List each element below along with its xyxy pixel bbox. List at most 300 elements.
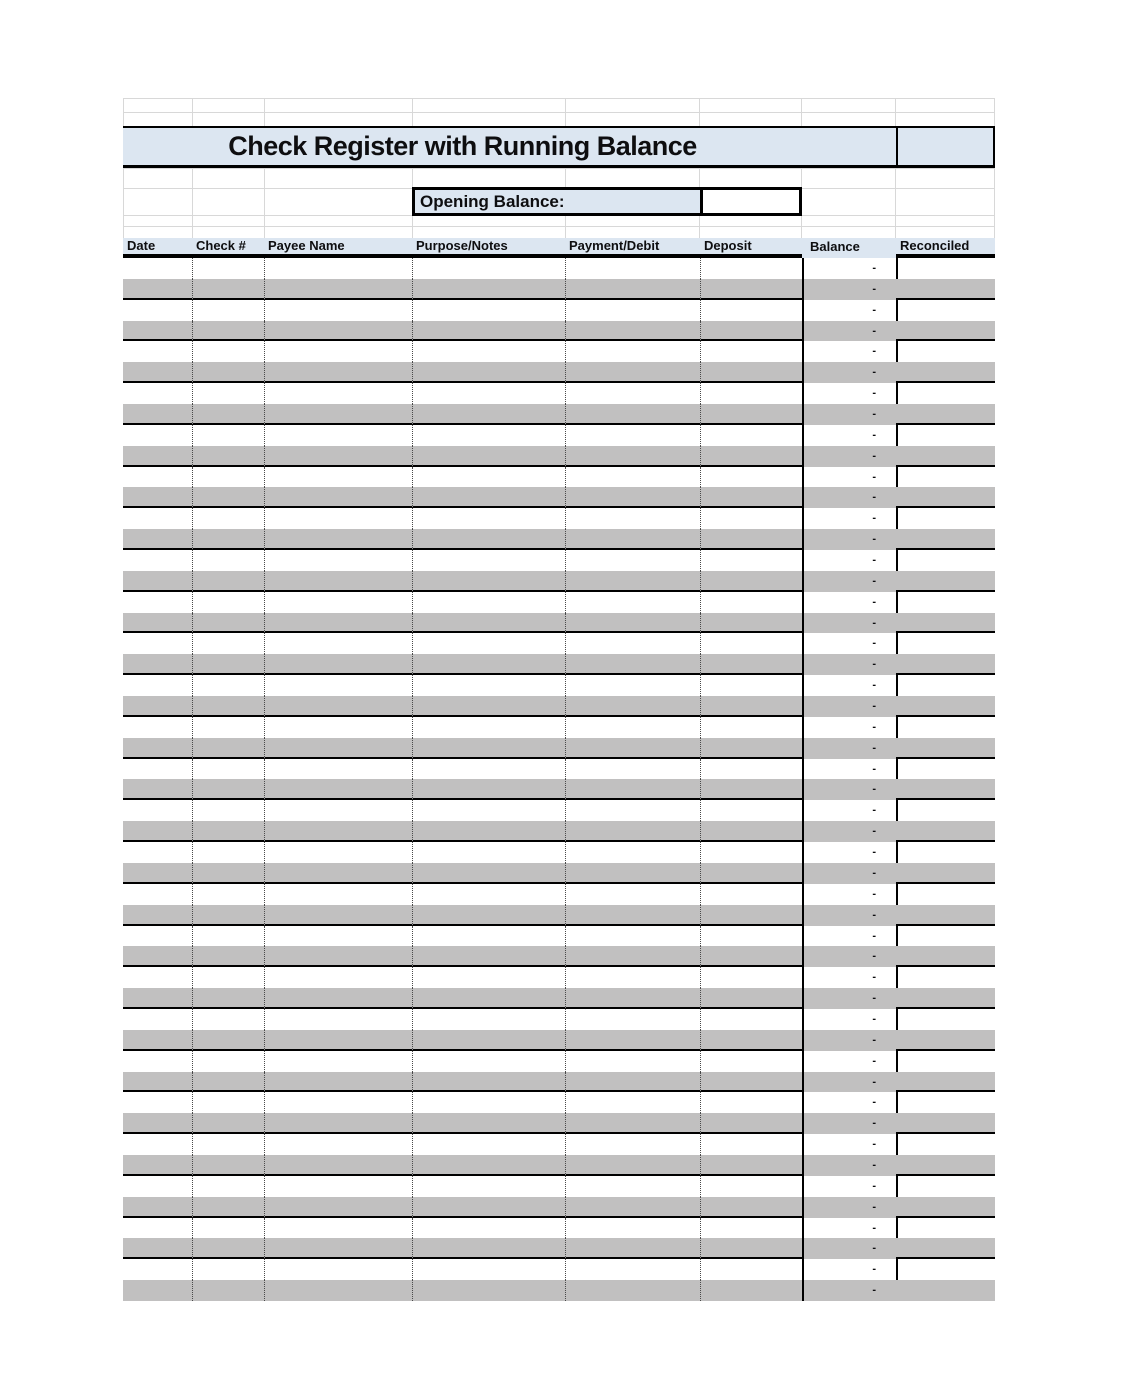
cell-date[interactable]: [123, 446, 192, 467]
cell-payee[interactable]: [264, 467, 412, 488]
cell-payee[interactable]: [264, 884, 412, 905]
cell-payment[interactable]: [565, 1280, 700, 1301]
cell-date[interactable]: [123, 863, 192, 884]
cell-reconciled[interactable]: [896, 926, 995, 947]
cell-check[interactable]: [192, 425, 264, 446]
cell-purpose[interactable]: [412, 487, 565, 508]
cell-payment[interactable]: [565, 988, 700, 1009]
cell-purpose[interactable]: [412, 362, 565, 383]
cell-deposit[interactable]: [700, 1072, 802, 1093]
cell-deposit[interactable]: [700, 1051, 802, 1072]
cell-purpose[interactable]: [412, 759, 565, 780]
cell-date[interactable]: [123, 508, 192, 529]
cell-reconciled[interactable]: [896, 717, 995, 738]
cell-purpose[interactable]: [412, 717, 565, 738]
cell-deposit[interactable]: [700, 341, 802, 362]
cell-reconciled[interactable]: [896, 1280, 995, 1301]
cell-purpose[interactable]: [412, 633, 565, 654]
cell-purpose[interactable]: [412, 550, 565, 571]
cell-payee[interactable]: [264, 1113, 412, 1134]
cell-date[interactable]: [123, 1259, 192, 1280]
cell-payee[interactable]: [264, 550, 412, 571]
cell-payee[interactable]: [264, 1280, 412, 1301]
cell-payee[interactable]: [264, 842, 412, 863]
cell-date[interactable]: [123, 800, 192, 821]
cell-date[interactable]: [123, 1134, 192, 1155]
cell-reconciled[interactable]: [896, 279, 995, 300]
cell-date[interactable]: [123, 1030, 192, 1051]
cell-deposit[interactable]: [700, 1134, 802, 1155]
cell-check[interactable]: [192, 905, 264, 926]
cell-payee[interactable]: [264, 946, 412, 967]
cell-check[interactable]: [192, 633, 264, 654]
cell-check[interactable]: [192, 988, 264, 1009]
cell-date[interactable]: [123, 404, 192, 425]
cell-payee[interactable]: [264, 926, 412, 947]
cell-reconciled[interactable]: [896, 1218, 995, 1239]
cell-purpose[interactable]: [412, 425, 565, 446]
cell-date[interactable]: [123, 383, 192, 404]
cell-reconciled[interactable]: [896, 613, 995, 634]
cell-purpose[interactable]: [412, 779, 565, 800]
cell-payee[interactable]: [264, 1197, 412, 1218]
cell-reconciled[interactable]: [896, 1030, 995, 1051]
cell-payment[interactable]: [565, 1176, 700, 1197]
cell-payee[interactable]: [264, 321, 412, 342]
cell-deposit[interactable]: [700, 383, 802, 404]
cell-check[interactable]: [192, 487, 264, 508]
cell-check[interactable]: [192, 842, 264, 863]
cell-check[interactable]: [192, 550, 264, 571]
cell-reconciled[interactable]: [896, 696, 995, 717]
cell-payment[interactable]: [565, 1218, 700, 1239]
cell-check[interactable]: [192, 1051, 264, 1072]
cell-check[interactable]: [192, 759, 264, 780]
cell-deposit[interactable]: [700, 946, 802, 967]
cell-reconciled[interactable]: [896, 321, 995, 342]
cell-purpose[interactable]: [412, 696, 565, 717]
cell-check[interactable]: [192, 341, 264, 362]
cell-check[interactable]: [192, 529, 264, 550]
cell-reconciled[interactable]: [896, 571, 995, 592]
cell-check[interactable]: [192, 967, 264, 988]
cell-date[interactable]: [123, 905, 192, 926]
cell-deposit[interactable]: [700, 884, 802, 905]
cell-purpose[interactable]: [412, 863, 565, 884]
cell-reconciled[interactable]: [896, 508, 995, 529]
cell-reconciled[interactable]: [896, 1238, 995, 1259]
cell-deposit[interactable]: [700, 258, 802, 279]
cell-payment[interactable]: [565, 1155, 700, 1176]
cell-payment[interactable]: [565, 779, 700, 800]
cell-check[interactable]: [192, 779, 264, 800]
cell-reconciled[interactable]: [896, 425, 995, 446]
cell-deposit[interactable]: [700, 362, 802, 383]
cell-check[interactable]: [192, 613, 264, 634]
cell-date[interactable]: [123, 696, 192, 717]
cell-purpose[interactable]: [412, 467, 565, 488]
cell-purpose[interactable]: [412, 1197, 565, 1218]
cell-reconciled[interactable]: [896, 738, 995, 759]
cell-payment[interactable]: [565, 884, 700, 905]
cell-date[interactable]: [123, 467, 192, 488]
cell-payee[interactable]: [264, 800, 412, 821]
cell-purpose[interactable]: [412, 1218, 565, 1239]
cell-reconciled[interactable]: [896, 905, 995, 926]
cell-reconciled[interactable]: [896, 1113, 995, 1134]
cell-payee[interactable]: [264, 362, 412, 383]
cell-payee[interactable]: [264, 821, 412, 842]
cell-check[interactable]: [192, 821, 264, 842]
cell-payment[interactable]: [565, 633, 700, 654]
cell-purpose[interactable]: [412, 967, 565, 988]
cell-deposit[interactable]: [700, 1280, 802, 1301]
cell-date[interactable]: [123, 1072, 192, 1093]
cell-payee[interactable]: [264, 1176, 412, 1197]
cell-payment[interactable]: [565, 1134, 700, 1155]
cell-payment[interactable]: [565, 1238, 700, 1259]
cell-check[interactable]: [192, 1155, 264, 1176]
cell-date[interactable]: [123, 967, 192, 988]
cell-purpose[interactable]: [412, 300, 565, 321]
cell-purpose[interactable]: [412, 1134, 565, 1155]
cell-deposit[interactable]: [700, 279, 802, 300]
cell-payee[interactable]: [264, 675, 412, 696]
cell-purpose[interactable]: [412, 383, 565, 404]
cell-payment[interactable]: [565, 675, 700, 696]
cell-date[interactable]: [123, 362, 192, 383]
cell-date[interactable]: [123, 738, 192, 759]
cell-check[interactable]: [192, 717, 264, 738]
cell-deposit[interactable]: [700, 967, 802, 988]
cell-date[interactable]: [123, 1009, 192, 1030]
cell-payment[interactable]: [565, 508, 700, 529]
cell-reconciled[interactable]: [896, 863, 995, 884]
cell-reconciled[interactable]: [896, 300, 995, 321]
cell-payment[interactable]: [565, 842, 700, 863]
cell-deposit[interactable]: [700, 863, 802, 884]
cell-check[interactable]: [192, 1176, 264, 1197]
cell-deposit[interactable]: [700, 300, 802, 321]
cell-payee[interactable]: [264, 1009, 412, 1030]
cell-check[interactable]: [192, 696, 264, 717]
cell-payee[interactable]: [264, 654, 412, 675]
cell-reconciled[interactable]: [896, 633, 995, 654]
cell-date[interactable]: [123, 821, 192, 842]
cell-purpose[interactable]: [412, 842, 565, 863]
cell-date[interactable]: [123, 550, 192, 571]
cell-payee[interactable]: [264, 383, 412, 404]
cell-date[interactable]: [123, 884, 192, 905]
cell-deposit[interactable]: [700, 1259, 802, 1280]
cell-payee[interactable]: [264, 738, 412, 759]
cell-payment[interactable]: [565, 1259, 700, 1280]
cell-payee[interactable]: [264, 300, 412, 321]
cell-check[interactable]: [192, 884, 264, 905]
cell-check[interactable]: [192, 1238, 264, 1259]
cell-purpose[interactable]: [412, 988, 565, 1009]
cell-deposit[interactable]: [700, 508, 802, 529]
cell-purpose[interactable]: [412, 1113, 565, 1134]
cell-payment[interactable]: [565, 946, 700, 967]
cell-check[interactable]: [192, 258, 264, 279]
cell-check[interactable]: [192, 863, 264, 884]
cell-deposit[interactable]: [700, 717, 802, 738]
cell-deposit[interactable]: [700, 654, 802, 675]
cell-reconciled[interactable]: [896, 404, 995, 425]
cell-payment[interactable]: [565, 487, 700, 508]
cell-purpose[interactable]: [412, 926, 565, 947]
cell-purpose[interactable]: [412, 654, 565, 675]
cell-purpose[interactable]: [412, 1030, 565, 1051]
cell-deposit[interactable]: [700, 1176, 802, 1197]
cell-payment[interactable]: [565, 821, 700, 842]
cell-date[interactable]: [123, 759, 192, 780]
opening-balance-input[interactable]: [700, 190, 799, 213]
cell-check[interactable]: [192, 300, 264, 321]
cell-reconciled[interactable]: [896, 1259, 995, 1280]
cell-reconciled[interactable]: [896, 946, 995, 967]
cell-deposit[interactable]: [700, 571, 802, 592]
cell-date[interactable]: [123, 571, 192, 592]
cell-payee[interactable]: [264, 258, 412, 279]
cell-payee[interactable]: [264, 341, 412, 362]
cell-deposit[interactable]: [700, 633, 802, 654]
cell-reconciled[interactable]: [896, 988, 995, 1009]
cell-payment[interactable]: [565, 926, 700, 947]
cell-payment[interactable]: [565, 717, 700, 738]
cell-deposit[interactable]: [700, 1113, 802, 1134]
cell-deposit[interactable]: [700, 467, 802, 488]
cell-payment[interactable]: [565, 905, 700, 926]
cell-reconciled[interactable]: [896, 383, 995, 404]
cell-deposit[interactable]: [700, 550, 802, 571]
cell-purpose[interactable]: [412, 529, 565, 550]
cell-check[interactable]: [192, 800, 264, 821]
cell-purpose[interactable]: [412, 800, 565, 821]
cell-date[interactable]: [123, 321, 192, 342]
cell-deposit[interactable]: [700, 1238, 802, 1259]
cell-payment[interactable]: [565, 800, 700, 821]
cell-payee[interactable]: [264, 571, 412, 592]
cell-payment[interactable]: [565, 863, 700, 884]
cell-payment[interactable]: [565, 425, 700, 446]
cell-payee[interactable]: [264, 759, 412, 780]
cell-deposit[interactable]: [700, 446, 802, 467]
cell-date[interactable]: [123, 592, 192, 613]
cell-reconciled[interactable]: [896, 1176, 995, 1197]
cell-payee[interactable]: [264, 863, 412, 884]
cell-reconciled[interactable]: [896, 592, 995, 613]
cell-check[interactable]: [192, 1113, 264, 1134]
cell-check[interactable]: [192, 592, 264, 613]
cell-reconciled[interactable]: [896, 1134, 995, 1155]
cell-payee[interactable]: [264, 404, 412, 425]
cell-date[interactable]: [123, 1176, 192, 1197]
cell-check[interactable]: [192, 946, 264, 967]
cell-date[interactable]: [123, 341, 192, 362]
cell-payment[interactable]: [565, 341, 700, 362]
cell-payee[interactable]: [264, 529, 412, 550]
cell-payment[interactable]: [565, 1092, 700, 1113]
cell-purpose[interactable]: [412, 404, 565, 425]
cell-payment[interactable]: [565, 1197, 700, 1218]
cell-payee[interactable]: [264, 988, 412, 1009]
cell-reconciled[interactable]: [896, 258, 995, 279]
cell-check[interactable]: [192, 467, 264, 488]
cell-date[interactable]: [123, 300, 192, 321]
cell-payee[interactable]: [264, 279, 412, 300]
cell-purpose[interactable]: [412, 571, 565, 592]
cell-purpose[interactable]: [412, 1009, 565, 1030]
cell-date[interactable]: [123, 779, 192, 800]
cell-purpose[interactable]: [412, 1092, 565, 1113]
cell-payment[interactable]: [565, 467, 700, 488]
cell-purpose[interactable]: [412, 946, 565, 967]
cell-deposit[interactable]: [700, 779, 802, 800]
cell-check[interactable]: [192, 1072, 264, 1093]
cell-deposit[interactable]: [700, 529, 802, 550]
cell-date[interactable]: [123, 1280, 192, 1301]
cell-check[interactable]: [192, 1280, 264, 1301]
cell-date[interactable]: [123, 926, 192, 947]
cell-check[interactable]: [192, 362, 264, 383]
cell-reconciled[interactable]: [896, 1009, 995, 1030]
cell-deposit[interactable]: [700, 842, 802, 863]
cell-purpose[interactable]: [412, 675, 565, 696]
cell-check[interactable]: [192, 321, 264, 342]
cell-deposit[interactable]: [700, 988, 802, 1009]
cell-reconciled[interactable]: [896, 1092, 995, 1113]
cell-payment[interactable]: [565, 696, 700, 717]
cell-deposit[interactable]: [700, 1092, 802, 1113]
cell-deposit[interactable]: [700, 738, 802, 759]
cell-payee[interactable]: [264, 967, 412, 988]
cell-reconciled[interactable]: [896, 884, 995, 905]
cell-purpose[interactable]: [412, 1238, 565, 1259]
cell-purpose[interactable]: [412, 1176, 565, 1197]
cell-payee[interactable]: [264, 717, 412, 738]
cell-date[interactable]: [123, 675, 192, 696]
cell-payee[interactable]: [264, 633, 412, 654]
cell-check[interactable]: [192, 1197, 264, 1218]
cell-check[interactable]: [192, 279, 264, 300]
cell-purpose[interactable]: [412, 1051, 565, 1072]
cell-payment[interactable]: [565, 404, 700, 425]
cell-deposit[interactable]: [700, 1197, 802, 1218]
cell-reconciled[interactable]: [896, 800, 995, 821]
cell-purpose[interactable]: [412, 1072, 565, 1093]
cell-payment[interactable]: [565, 446, 700, 467]
cell-purpose[interactable]: [412, 341, 565, 362]
cell-date[interactable]: [123, 717, 192, 738]
cell-payee[interactable]: [264, 508, 412, 529]
cell-purpose[interactable]: [412, 279, 565, 300]
cell-deposit[interactable]: [700, 487, 802, 508]
cell-payee[interactable]: [264, 487, 412, 508]
cell-deposit[interactable]: [700, 821, 802, 842]
cell-deposit[interactable]: [700, 1030, 802, 1051]
cell-purpose[interactable]: [412, 508, 565, 529]
cell-purpose[interactable]: [412, 905, 565, 926]
cell-date[interactable]: [123, 613, 192, 634]
cell-check[interactable]: [192, 1134, 264, 1155]
cell-date[interactable]: [123, 1113, 192, 1134]
cell-purpose[interactable]: [412, 738, 565, 759]
cell-deposit[interactable]: [700, 1009, 802, 1030]
cell-payment[interactable]: [565, 613, 700, 634]
cell-deposit[interactable]: [700, 675, 802, 696]
cell-deposit[interactable]: [700, 759, 802, 780]
cell-payee[interactable]: [264, 696, 412, 717]
cell-reconciled[interactable]: [896, 675, 995, 696]
cell-deposit[interactable]: [700, 926, 802, 947]
cell-payee[interactable]: [264, 446, 412, 467]
cell-date[interactable]: [123, 425, 192, 446]
cell-reconciled[interactable]: [896, 821, 995, 842]
cell-date[interactable]: [123, 529, 192, 550]
cell-check[interactable]: [192, 404, 264, 425]
cell-reconciled[interactable]: [896, 1072, 995, 1093]
cell-check[interactable]: [192, 383, 264, 404]
cell-reconciled[interactable]: [896, 446, 995, 467]
cell-deposit[interactable]: [700, 613, 802, 634]
cell-date[interactable]: [123, 842, 192, 863]
cell-payee[interactable]: [264, 1051, 412, 1072]
cell-payment[interactable]: [565, 550, 700, 571]
cell-reconciled[interactable]: [896, 1155, 995, 1176]
cell-payment[interactable]: [565, 1113, 700, 1134]
cell-payment[interactable]: [565, 571, 700, 592]
cell-reconciled[interactable]: [896, 467, 995, 488]
cell-payment[interactable]: [565, 383, 700, 404]
cell-deposit[interactable]: [700, 321, 802, 342]
cell-payment[interactable]: [565, 279, 700, 300]
cell-payee[interactable]: [264, 1092, 412, 1113]
cell-payee[interactable]: [264, 613, 412, 634]
cell-payment[interactable]: [565, 258, 700, 279]
cell-reconciled[interactable]: [896, 487, 995, 508]
cell-payee[interactable]: [264, 1072, 412, 1093]
cell-payee[interactable]: [264, 1030, 412, 1051]
cell-check[interactable]: [192, 1009, 264, 1030]
cell-payment[interactable]: [565, 1051, 700, 1072]
cell-check[interactable]: [192, 675, 264, 696]
cell-check[interactable]: [192, 446, 264, 467]
cell-purpose[interactable]: [412, 446, 565, 467]
cell-payment[interactable]: [565, 529, 700, 550]
cell-check[interactable]: [192, 1218, 264, 1239]
cell-check[interactable]: [192, 508, 264, 529]
cell-date[interactable]: [123, 1238, 192, 1259]
cell-payee[interactable]: [264, 1259, 412, 1280]
cell-date[interactable]: [123, 1155, 192, 1176]
cell-payment[interactable]: [565, 759, 700, 780]
cell-payment[interactable]: [565, 1072, 700, 1093]
cell-reconciled[interactable]: [896, 529, 995, 550]
cell-date[interactable]: [123, 279, 192, 300]
cell-payment[interactable]: [565, 1009, 700, 1030]
cell-payment[interactable]: [565, 592, 700, 613]
cell-purpose[interactable]: [412, 1155, 565, 1176]
cell-deposit[interactable]: [700, 592, 802, 613]
cell-reconciled[interactable]: [896, 967, 995, 988]
cell-check[interactable]: [192, 1092, 264, 1113]
cell-deposit[interactable]: [700, 905, 802, 926]
cell-payee[interactable]: [264, 905, 412, 926]
cell-reconciled[interactable]: [896, 779, 995, 800]
cell-reconciled[interactable]: [896, 1197, 995, 1218]
